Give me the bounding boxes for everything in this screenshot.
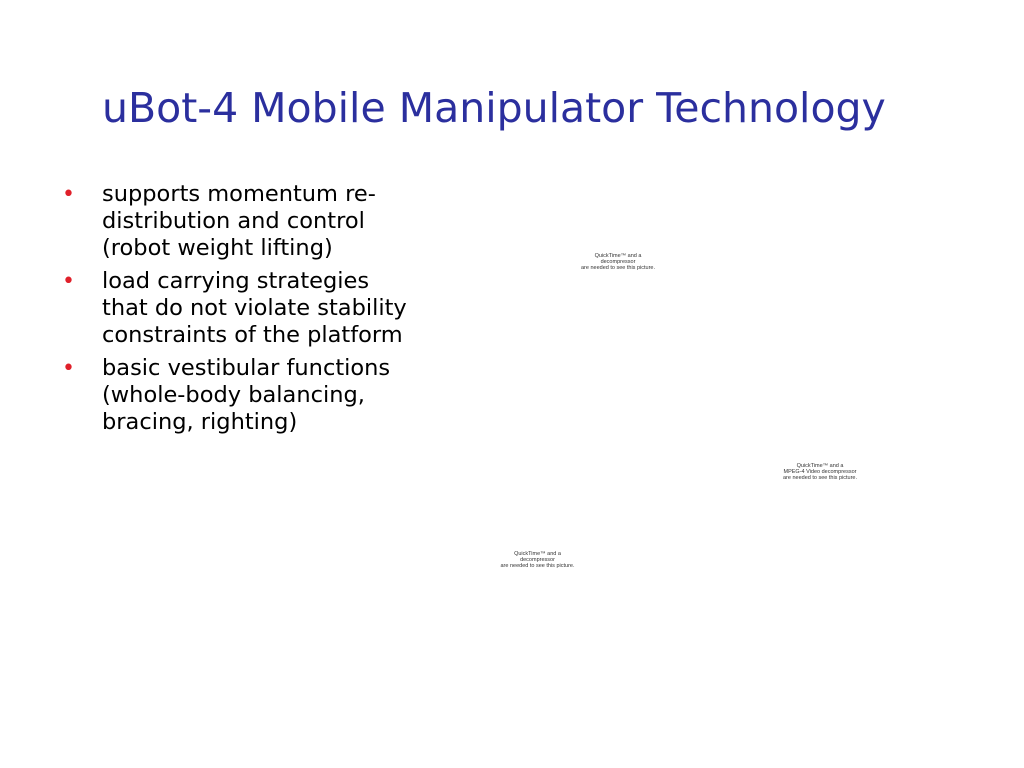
quicktime-placeholder-top xyxy=(568,253,668,271)
placeholder-line: decompressor xyxy=(600,259,636,265)
quicktime-placeholder-bottom xyxy=(490,551,585,569)
bullet-item-load-carrying xyxy=(62,268,407,349)
placeholder-line: QuickTime™ and a xyxy=(796,463,844,469)
bullet-item-momentum xyxy=(62,181,407,262)
bullet-text: load carrying strategies that do not violate stability constraints of the platform xyxy=(102,268,407,348)
placeholder-line: decompressor xyxy=(520,557,555,563)
bullet-text: supports momentum re-distribution and control (robot weight lifting) xyxy=(102,181,376,261)
bullet-icon: • xyxy=(62,356,75,381)
placeholder-line: are needed to see this picture. xyxy=(783,475,857,481)
quicktime-placeholder-right xyxy=(770,463,870,481)
slide-title: uBot-4 Mobile Manipulator Technology xyxy=(102,84,886,132)
placeholder-line: QuickTime™ and a xyxy=(594,253,642,259)
placeholder-line: are needed to see this picture. xyxy=(500,563,575,569)
placeholder-line: are needed to see this picture. xyxy=(581,265,655,271)
bullet-text: basic vestibular functions (whole-body balancing, bracing, righting) xyxy=(102,355,391,435)
bullet-icon: • xyxy=(62,182,75,207)
placeholder-line: QuickTime™ and a xyxy=(514,551,561,557)
bullet-list xyxy=(62,181,407,442)
bullet-icon: • xyxy=(62,269,75,294)
placeholder-line: MPEG-4 Video decompressor xyxy=(783,469,857,475)
bullet-item-vestibular xyxy=(62,355,407,436)
